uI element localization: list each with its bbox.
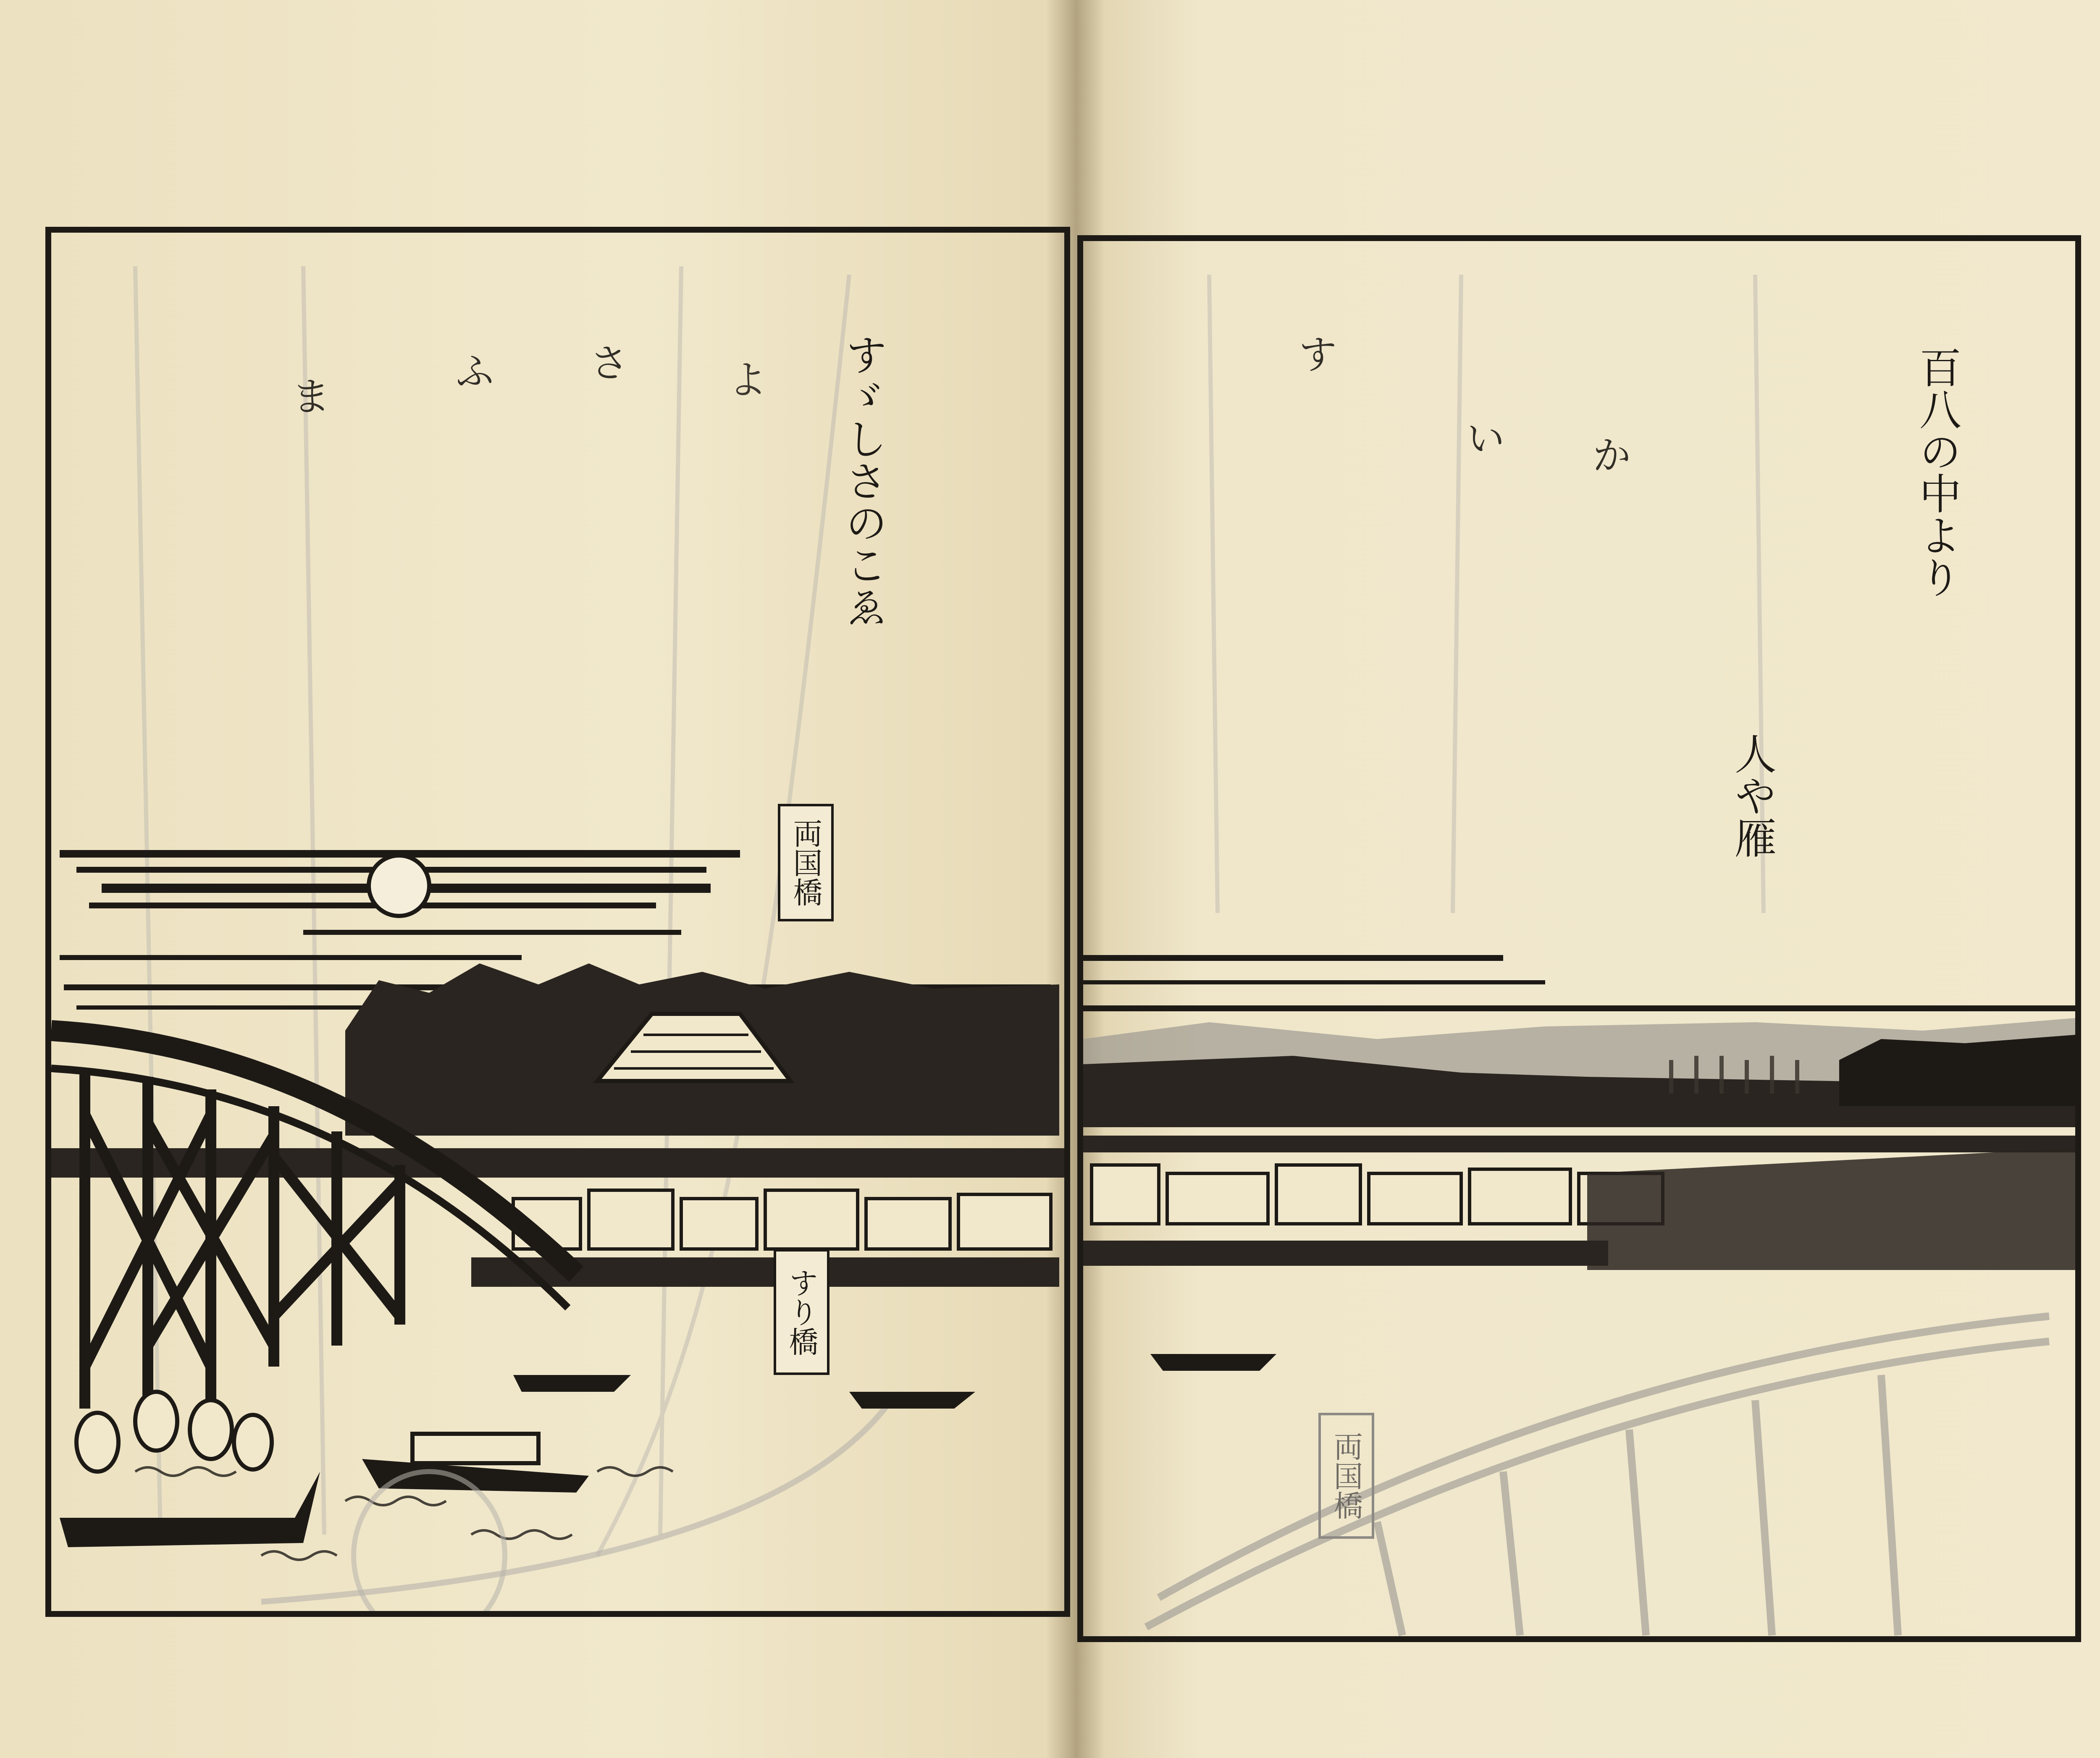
- left-poem-3: さ: [583, 342, 629, 382]
- place-label-seal: 両国橋: [778, 804, 834, 921]
- right-poem-5: す: [1291, 333, 1338, 373]
- right-poem-3: か: [1585, 434, 1632, 474]
- left-illustration-frame: [45, 227, 1070, 1617]
- boat-label-seal: すり橋: [774, 1249, 830, 1375]
- left-poem-1: すゞしさのこゑ: [838, 333, 887, 627]
- right-illustration-frame: [1077, 235, 2081, 1642]
- moon: [369, 855, 429, 916]
- left-poem-5: ま: [284, 375, 331, 415]
- left-woodblock-illustration: [51, 233, 1064, 1611]
- right-place-label-seal: 両国橋: [1318, 1413, 1374, 1539]
- left-poem-2: よ: [721, 359, 768, 399]
- left-poem-4: ふ: [448, 350, 495, 390]
- right-poem-2: 人や雁: [1727, 732, 1777, 858]
- right-poem-1: 百八の中より: [1912, 346, 1961, 598]
- right-poem-4: い: [1459, 417, 1506, 457]
